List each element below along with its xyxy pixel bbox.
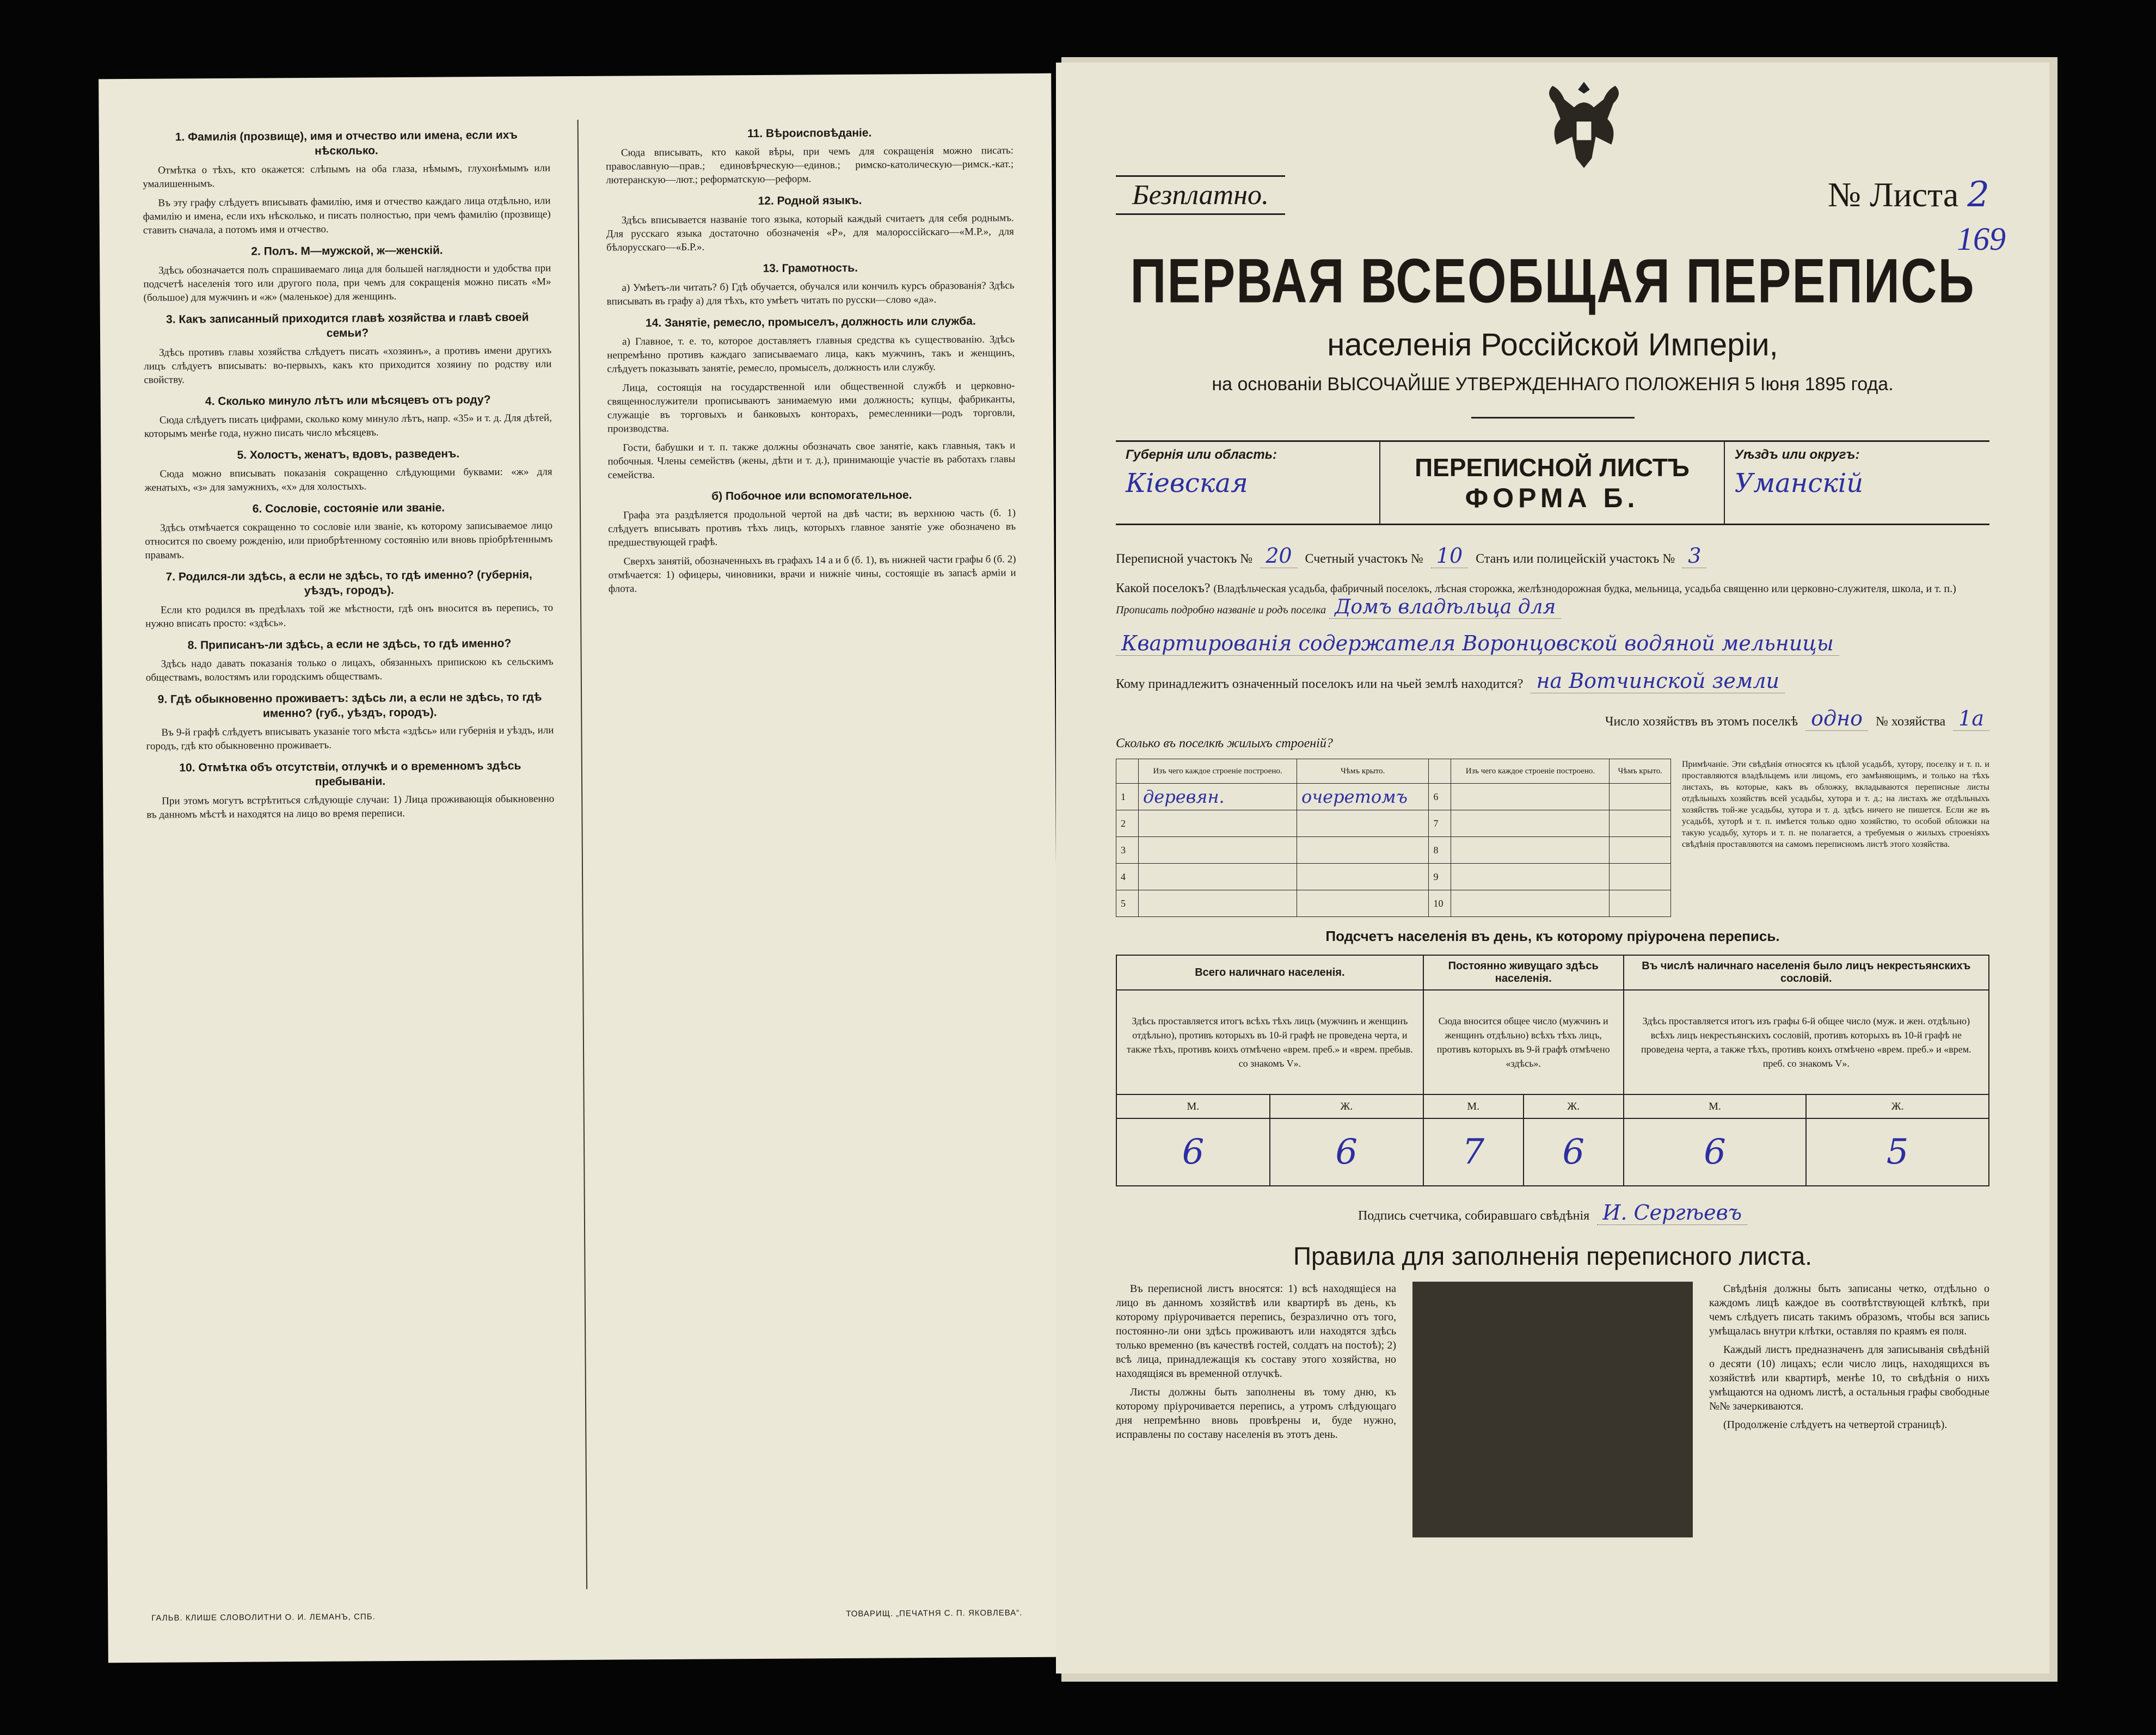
rule-paragraph: Въ переписной листъ вносятся: 1) всѣ находящіеся на лицо въ данномъ хозяйствѣ или квартирѣ въ день, къ которому пріурочивается перепись, безразлично отъ того, постоянно-ли они здѣсь проживаютъ или находятся здѣсь только временно (въ качествѣ гостей, солдатъ на постоѣ); 2) всѣ лица, принадлежащія къ составу этого хозяйства, но находящіяся въ временной отлучкѣ. — [1116, 1283, 1396, 1380]
building-material — [1451, 810, 1610, 837]
building-num: 7 — [1429, 810, 1451, 837]
section-paragraph: Въ эту графу слѣдуетъ вписывать фамилію, имя и отчество каждаго лица отдѣльно, или фамилію и имена, если ихъ нѣсколько, и писать полностью, при чемъ фамилію (прозвище) ставить сначала, а потомъ имя и отчество. — [143, 195, 551, 236]
m-label: М. — [1423, 1094, 1524, 1118]
building-roof — [1297, 837, 1429, 864]
building-num: 3 — [1116, 837, 1139, 864]
form-title-cell — [1380, 442, 1724, 524]
title-divider — [1471, 417, 1635, 419]
building-row — [1116, 837, 1671, 864]
building-roof — [1297, 890, 1429, 917]
section-paragraph: Лица, состоящія на государственной или общественной службѣ и церковно-священнослужители прописываютъ занимаемую ими должность; купцы, фабриканты, служащіе въ торговыхъ и банковыхъ конторахъ, ремесленники—родъ торговли, производства. — [607, 380, 1015, 435]
section-heading: 4. Сколько минуло лѣтъ или мѣсяцевъ отъ роду? — [205, 393, 491, 408]
section-paragraph: Здѣсь противъ главы хозяйства слѣдуетъ писать «хозяинъ», а противъ имени другихъ лицъ слѣдуетъ вписывать: во-первыхъ, какъ кто приходится хозяину по родству или свойству. — [144, 344, 552, 386]
building-roof — [1297, 810, 1429, 837]
building-num: 5 — [1116, 890, 1139, 917]
signature-line — [1116, 1201, 1989, 1225]
building-material — [1139, 864, 1297, 890]
signature-value: И. Сергѣевъ — [1597, 1201, 1747, 1225]
col-total-title: Всего наличнаго населенія. — [1116, 955, 1423, 990]
buildings-section — [1116, 759, 1989, 917]
col-nonpeasant-title: Въ числѣ наличнаго населенія было лицъ некрестьянскихъ сословій. — [1624, 955, 1989, 990]
gubernia-label: Губернія или область: — [1126, 447, 1277, 462]
footer-right-imprint: ТОВАРИЩ. „ПЕЧАТНЯ С. П. ЯКОВЛЕВА“. — [846, 1608, 1023, 1619]
archive-page-number: 169 — [1957, 221, 2006, 257]
zh-label: Ж. — [1270, 1094, 1423, 1118]
building-roof — [1610, 810, 1671, 837]
buildings-note: Примѣчаніе. Эти свѣдѣнія относятся къ цѣлой усадьбѣ, хутору, поселку и т. п. и проставляются владѣльцемъ или лицомъ, его замѣняющимъ, и только на тѣхъ листахъ, въ которые, какъ въ обложку, вкладываются переписные листы отдѣльныхъ хозяйствъ всей усадьбы, хутора и т. д.; на листахъ же отдѣльныхъ хозяйствъ той-же усадьбы, хутора и т. д. здѣсь ничего не пишется. Если же въ усадьбѣ, хуторѣ и т. п. имѣется только одно хозяйство, то особой обложки на такую усадьбу, хуторъ и т. п. не полагается, а требуемыя о жилыхъ строеніяхъ свѣдѣнія проставляются на самомъ переписномъ листѣ этого хозяйства. — [1682, 760, 1989, 849]
section-paragraph: а) Главное, т. е. то, которое доставляетъ главныя средства къ существованію. Здѣсь непремѣнно противъ каждаго записываемаго лица, какъ мужчинъ, такъ и женщинъ, слѣдуетъ показывать занятіе, ремесло, промыселъ, должность или службу. — [607, 334, 1015, 375]
m-label: М. — [1116, 1094, 1270, 1118]
settlement-value-2: Квартированія содержателя Воронцовской водяной мельницы — [1116, 631, 1839, 656]
section-paragraph: При этомъ могутъ встрѣтиться слѣдующіе случаи: 1) Лица проживающія обыкновенно въ данномъ мѣстѣ и находятся на лицо во время переписи. — [146, 793, 555, 821]
gubernia-value: Кіевская — [1126, 468, 1248, 499]
section-paragraph: Здѣсь отмѣчается сокращенно то сословіе или званіе, къ которому записываемое лицо относится по своему рожденію, или приобрѣтенному состоянію или вновь пріобрѣтеннымъ правамъ. — [145, 520, 553, 561]
total-male: 6 — [1116, 1118, 1270, 1186]
form-title: ПЕРЕПИСНОЙ ЛИСТЪ — [1415, 453, 1690, 482]
section-paragraph: Сюда слѣдуетъ писать цифрами, сколько кому минуло лѣтъ, напр. «35» и т. д. Для дѣтей, которымъ менѣе года, нужно писать число мѣсяцевъ. — [144, 412, 552, 440]
rules-text — [1116, 1282, 1989, 1537]
section-paragraph: а) Умѣетъ-ли читать? б) Гдѣ обучается, обучался или кончилъ курсъ образованія? Здѣсь вписывать въ графу а) для тѣхъ, кто умѣетъ читать по русски—слово «да». — [606, 280, 1015, 307]
households-value: одно — [1805, 706, 1868, 731]
rules-column-right — [1709, 1282, 1989, 1537]
buildings-line — [1116, 736, 1989, 751]
building-num: 9 — [1429, 864, 1451, 890]
instructions-columns — [143, 117, 1022, 1592]
settlement-line-2 — [1116, 631, 1989, 656]
bld-head-num — [1116, 759, 1139, 784]
owner-value: на Вотчинской земли — [1531, 669, 1785, 693]
total-female: 6 — [1270, 1118, 1423, 1186]
uchastok-value: 20 — [1260, 544, 1297, 568]
building-row — [1116, 784, 1671, 810]
buildings-table — [1116, 759, 1671, 917]
settlement-label: Какой поселокъ? — [1116, 581, 1211, 595]
col-total-desc: Здѣсь проставляется итогъ всѣхъ тѣхъ лицъ (мужчинъ и женщинъ отдѣльно), противъ которыхъ въ 10-й графѣ не проведена черта, и также тѣхъ, противъ коихъ отмѣчено «врем. преб.» и «врем. пребыв. со знакомъ V». — [1116, 990, 1423, 1094]
section-heading: 7. Родился-ли здѣсь, а если не здѣсь, то гдѣ именно? (губернія, уѣздъ, городъ). — [165, 568, 532, 598]
rules-divider — [1412, 1282, 1693, 1537]
building-num: 1 — [1116, 784, 1139, 810]
settlement-hint-2: Прописать подробно названіе и родъ поселка — [1116, 604, 1326, 616]
section-heading: 9. Гдѣ обыкновенно проживаетъ: здѣсь ли, а если не здѣсь, то гдѣ именно? (губ., уѣздъ, городъ). — [157, 691, 542, 720]
section-paragraph: Здѣсь надо давать показанія только о лицахъ, обязанныхъ припискою къ сельскимъ обществамъ, волостямъ или городскимъ обществамъ. — [145, 656, 554, 684]
uezd-label: Уѣздъ или округъ: — [1734, 447, 1860, 462]
population-count-table — [1116, 955, 1989, 1186]
nonpeasant-male: 6 — [1624, 1118, 1807, 1186]
owner-label: Кому принадлежитъ означенный поселокъ или на чьей землѣ находится? — [1116, 677, 1524, 691]
section-heading: 14. Занятіе, ремесло, промыселъ, должность или служба. — [645, 315, 976, 330]
building-num: 2 — [1116, 810, 1139, 837]
double-headed-eagle-emblem — [1535, 73, 1633, 182]
section-heading: 10. Отмѣтка объ отсутствіи, отлучкѣ и о временномъ здѣсь пребываніи. — [179, 759, 521, 788]
zh-label: Ж. — [1806, 1094, 1989, 1118]
settlement-value-1: Домъ владѣльца для — [1329, 596, 1561, 619]
gubernia-cell — [1116, 442, 1380, 524]
building-material — [1451, 784, 1610, 810]
bld-head-material-2: Изъ чего каждое строеніе построено. — [1451, 759, 1610, 784]
m-label: М. — [1624, 1094, 1807, 1118]
sheet-number-value: 2 — [1967, 175, 1989, 215]
schet-label: Счетный участокъ № — [1305, 552, 1423, 566]
building-roof: очеретомъ — [1297, 784, 1429, 810]
signature-label: Подпись счетчика, собиравшаго свѣдѣнія — [1358, 1209, 1590, 1223]
section-heading: 2. Полъ. М—мужской, ж—женскій. — [251, 244, 443, 258]
settlement-type-line — [1116, 581, 1989, 618]
section-paragraph: Если кто родился въ предѣлахъ той же мѣстности, гдѣ онъ вносится въ перепись, то нужно вписать просто: «здѣсь». — [145, 602, 554, 630]
buildings-label: Сколько въ поселкѣ жилыхъ строеній? — [1116, 736, 1333, 750]
building-num: 6 — [1429, 784, 1451, 810]
household-no-label: № хозяйства — [1876, 715, 1946, 729]
resident-male: 7 — [1423, 1118, 1524, 1186]
col-nonpeasant-desc: Здѣсь проставляется итогъ изъ графы 6-й общее число (муж. и жен. отдѣльно) всѣхъ лицъ некрестьянскихъ сословій, противъ которыхъ въ 10-й графѣ не проведена черта, а также тѣхъ, противъ коихъ отмѣчено «врем. преб.» и «врем. преб. со знакомъ V». — [1624, 990, 1989, 1094]
households-label: Число хозяйствъ въ этомъ поселкѣ — [1605, 715, 1798, 729]
building-roof — [1610, 864, 1671, 890]
building-num: 4 — [1116, 864, 1139, 890]
section-paragraph: Сюда вписывать, кто какой вѣры, при чемъ для сокращенія можно писать: православную—прав.; единовѣрческую—единов.; римско-католическую—римск.-кат.; лютеранскую—лют.; реформатскую—реформ. — [606, 145, 1014, 186]
uezd-value: Уманскій — [1734, 468, 1864, 499]
building-row — [1116, 864, 1671, 890]
section-paragraph: Гости, бабушки и т. п. также должны обозначать свое занятіе, какъ главныя, такъ и побочныя. Члены семействъ (жены, дѣти и т. д.), принимающіе участіе въ работахъ главы семейства. — [607, 440, 1016, 481]
section-paragraph: Здѣсь вписывается названіе того языка, который каждый считаетъ для себя роднымъ. Для русскаго языка достаточно обозначенія «Р», для малороссійскаго—«М.Р.», для бѣлорусскаго—«Б.Р.». — [606, 212, 1014, 254]
census-form-page — [1056, 63, 2049, 1674]
bld-head-material: Изъ чего каждое строеніе построено. — [1139, 759, 1297, 784]
building-material — [1451, 864, 1610, 890]
owner-line — [1116, 669, 1989, 693]
building-roof — [1610, 784, 1671, 810]
building-material — [1139, 890, 1297, 917]
census-basis: на основаніи ВЫСОЧАЙШЕ УТВЕРЖДЕННАГО ПОЛОЖЕНІЯ 5 Іюня 1895 года. — [1212, 374, 1894, 395]
section-heading: 8. Приписанъ-ли здѣсь, а если не здѣсь, то гдѣ именно? — [187, 637, 512, 652]
section-heading: 13. Грамотность. — [763, 261, 858, 275]
building-material — [1451, 837, 1610, 864]
census-subtitle: населенія Россійской Имперіи, — [1327, 327, 1778, 362]
bld-head-num-2 — [1429, 759, 1451, 784]
building-row — [1116, 810, 1671, 837]
building-roof — [1610, 837, 1671, 864]
instructions-column-left — [143, 120, 559, 1592]
count-title: Подсчетъ населенія въ день, къ которому пріурочена перепись. — [1325, 928, 1780, 944]
section-heading: 5. Холостъ, женатъ, вдовъ, разведенъ. — [237, 447, 460, 462]
building-num: 8 — [1429, 837, 1451, 864]
section-paragraph: Сюда можно вписывать показанія сокращенно слѣдующими буквами: «ж» для женатыхъ, «з» для замужнихъ, «х» для холостыхъ. — [144, 466, 552, 494]
section-paragraph: Отмѣтка о тѣхъ, кто окажется: слѣпымъ на оба глаза, нѣмымъ, глухонѣмымъ или умалишеннымъ. — [143, 162, 551, 190]
section-paragraph: Сверхъ занятій, обозначенныхъ въ графахъ 14 а и б (б. 1), въ нижней части графы б (б. 2) отмѣчается: 1) офицеры, чиновники, врачи и нижніе чины, состоящіе въ запасѣ арміи и флота. — [608, 553, 1016, 595]
rule-paragraph: Каждый листъ предназначенъ для записыванія свѣдѣній о десяти (10) лицахъ; если число лицъ, находящихся въ хозяйствѣ или квартирѣ, менѣе 10, то свѣдѣнія о нихъ умѣщаются на одномъ листѣ, а остальныя графы свободные №№ зачеркиваются. — [1709, 1344, 1989, 1412]
nonpeasant-female: 5 — [1806, 1118, 1989, 1186]
section-heading: 11. Вѣроисповѣданіе. — [747, 126, 872, 140]
sheet-number-label: № Листа — [1828, 175, 1959, 214]
bld-head-roof-2: Чѣмъ крыто. — [1610, 759, 1671, 784]
district-line — [1116, 544, 1989, 568]
col-resident-desc: Сюда вносится общее число (мужчинъ и женщинъ отдѣльно) всѣхъ тѣхъ лицъ, противъ которыхъ въ 9-й графѣ отмѣчено «здѣсь». — [1423, 990, 1624, 1094]
rule-paragraph: (Продолженіе слѣдуетъ на четвертой страницѣ). — [1723, 1419, 1948, 1431]
zh-label: Ж. — [1524, 1094, 1624, 1118]
section-paragraph: Здѣсь обозначается полъ спрашиваемаго лица для большей наглядности и удобства при подсчетѣ населенія того или другого пола, при чемъ для сокращенія можно писать «М» (большое) для мужчинъ и «ж» (маленькое) для женщинъ. — [143, 262, 551, 304]
building-material — [1451, 890, 1610, 917]
section-heading: б) Побочное или вспомогательное. — [711, 489, 912, 503]
section-heading: 12. Родной языкъ. — [758, 194, 862, 207]
section-heading: 1. Фамилія (прозвище), имя и отчество или имена, если ихъ нѣсколько. — [175, 128, 518, 157]
section-paragraph: Въ 9-й графѣ слѣдуетъ вписывать указаніе того мѣста «здѣсь» или губернія и уѣздъ, или городъ, гдѣ кто обыкновенно проживаетъ. — [146, 724, 554, 752]
resident-female: 6 — [1524, 1118, 1624, 1186]
form-header-box — [1116, 440, 1989, 525]
building-material: деревян. — [1139, 784, 1297, 810]
households-line — [1116, 706, 1989, 731]
building-roof — [1297, 864, 1429, 890]
free-label: Безплатно. — [1116, 175, 1285, 215]
instructions-column-right — [606, 117, 1022, 1589]
section-heading: 6. Сословіе, состояніе или званіе. — [252, 501, 445, 515]
printer-footer — [151, 1608, 1022, 1623]
uchastok-label: Переписной участокъ № — [1116, 552, 1253, 566]
building-row — [1116, 890, 1671, 917]
stan-value: 3 — [1682, 544, 1706, 568]
building-material — [1139, 837, 1297, 864]
building-material — [1139, 810, 1297, 837]
form-letter: ФОРМА Б. — [1465, 483, 1639, 513]
uezd-cell — [1725, 442, 1989, 524]
col-resident-title: Постоянно живущаго здѣсь населенія. — [1423, 955, 1624, 990]
footer-left-imprint: ГАЛЬВ. КЛИШЕ СЛОВОЛИТНИ О. И. ЛЕМАНЪ, СПБ. — [151, 1612, 376, 1623]
sheet-number — [1828, 175, 1989, 215]
instructions-page — [99, 73, 1061, 1663]
rules-column-left — [1116, 1282, 1396, 1537]
rule-paragraph: Свѣдѣнія должны быть записаны четко, отдѣльно о каждомъ лицѣ каждое въ соотвѣтствующей клѣткѣ, при чемъ слѣдуетъ писать такимъ образомъ, чтобы вся запись умѣщалась внутри клѣтки, оставляя по краямъ ея поля. — [1709, 1283, 1989, 1337]
census-title: ПЕРВАЯ ВСЕОБЩАЯ ПЕРЕПИСЬ — [1130, 247, 1975, 316]
stan-label: Станъ или полицейскій участокъ № — [1476, 552, 1675, 566]
settlement-hint: (Владѣльческая усадьба, фабричный поселокъ, лѣсная сторожка, желѣзнодорожная будка, мельница, усадьба священно или церковно-служителя, школа, и т. п.) — [1213, 583, 1956, 595]
building-num: 10 — [1429, 890, 1451, 917]
section-paragraph: Графа эта раздѣляется продольной чертой на двѣ части; въ верхнюю часть (б. 1) слѣдуетъ вписывать противъ тѣхъ лицъ, которыхъ главное занятіе уже обозначено въ предшествующей графѣ. — [608, 507, 1016, 549]
rule-paragraph: Листы должны быть заполнены въ тому дню, къ которому пріурочивается перепись, а утромъ слѣдующаго дня непремѣнно вновь провѣрены и, буде нужно, исправлены по составу населенія въ этотъ день. — [1116, 1386, 1396, 1441]
bld-head-roof: Чѣмъ крыто. — [1297, 759, 1429, 784]
column-divider — [578, 120, 587, 1589]
building-roof — [1610, 890, 1671, 917]
section-heading: 3. Какъ записанный приходится главѣ хозяйства и главѣ своей семьи? — [166, 311, 529, 340]
rules-title: Правила для заполненія переписного листа. — [1293, 1242, 1813, 1270]
household-no-value: 1а — [1953, 706, 1989, 731]
schet-value: 10 — [1431, 544, 1468, 568]
